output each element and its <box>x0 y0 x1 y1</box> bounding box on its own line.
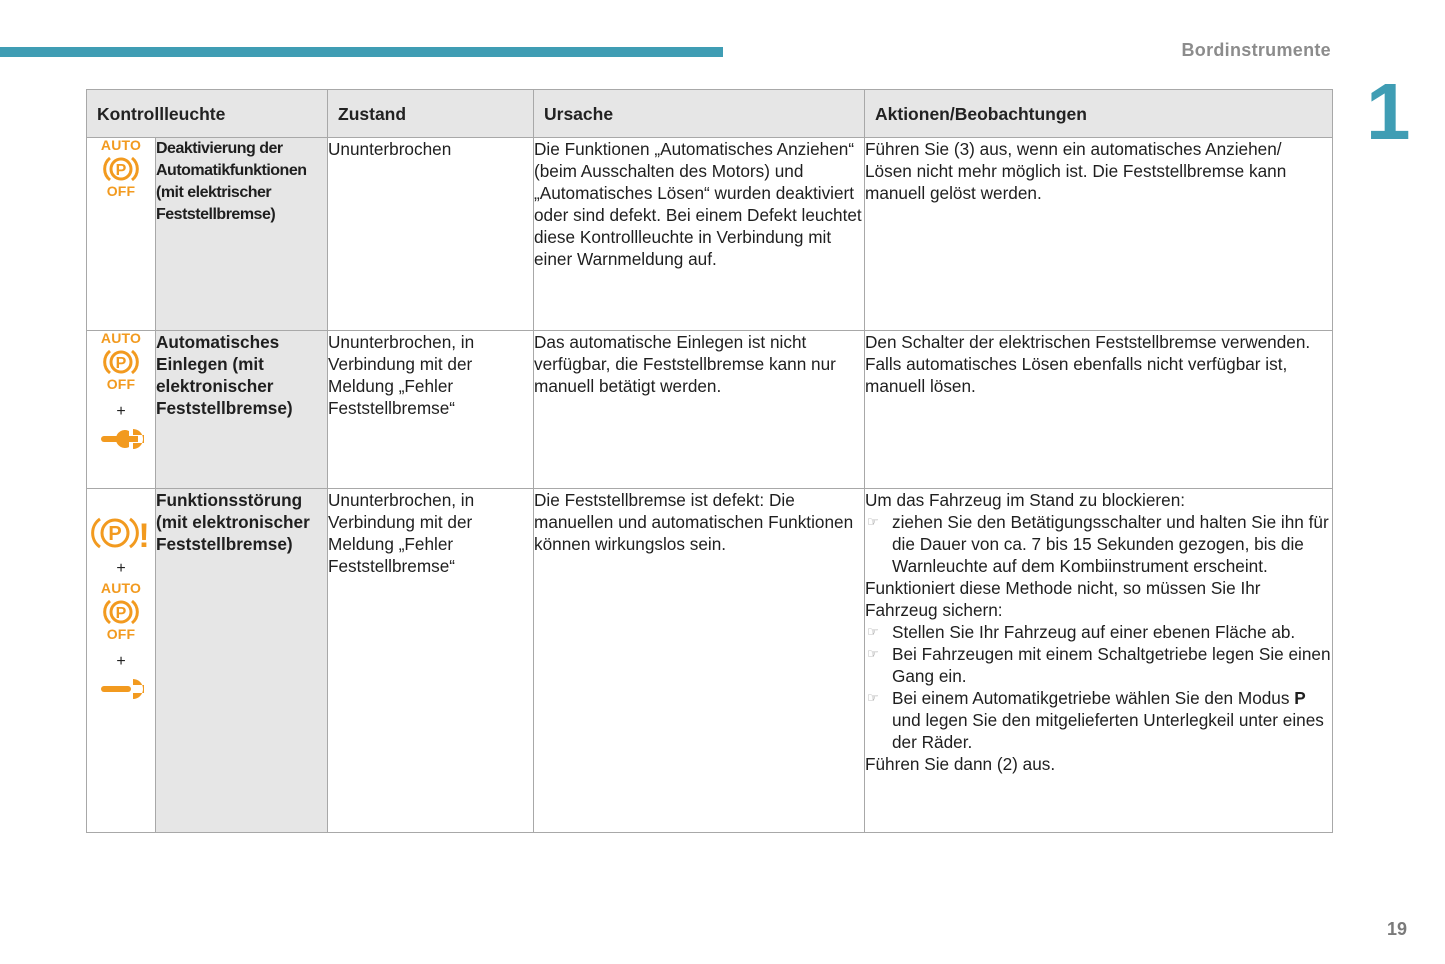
indicator-icon-cell <box>87 331 156 489</box>
column-header-aktionen: Aktionen/Beobachtungen <box>865 90 1333 138</box>
svg-text:P: P <box>115 355 127 372</box>
list-item: ☞ Bei einem Automatikgetriebe wählen Sie den Modus P und legen Sie den mitgelieferten Unterlegkeil unter eines der Räder. <box>867 688 1324 752</box>
table-row <box>87 331 1333 489</box>
indicator-name: Deaktivierung der Automatikfunktionen (mit elektrischer Feststellbremse) <box>156 138 328 331</box>
svg-text:P: P <box>115 162 127 179</box>
svg-text:!: ! <box>138 517 150 552</box>
action-cell: Den Schalter der elektrischen Feststellbremse verwenden. Falls automatisches Lösen ebenfalls nicht verfügbar ist, manuell lösen. <box>865 331 1333 489</box>
chapter-number: 1 <box>1366 67 1411 156</box>
action-intro: Um das Fahrzeug im Stand zu blockieren: <box>865 490 1186 510</box>
indicator-icon-cell <box>87 138 156 331</box>
action-end: Führen Sie dann (2) aus. <box>865 754 1056 774</box>
hand-pointer-icon: ☞ <box>867 690 879 705</box>
list-item: ☞ Stellen Sie Ihr Fahrzeug auf einer ebenen Fläche ab. <box>867 622 1296 642</box>
column-header-zustand: Zustand <box>328 90 534 138</box>
cause-cell: Das automatische Einlegen ist nicht verfügbar, die Feststellbremse kann nur manuell betätigt werden. <box>534 331 865 489</box>
column-header-ursache: Ursache <box>534 90 865 138</box>
indicator-name: Funktionsstörung (mit elektronischer Feststellbremse) <box>156 489 328 833</box>
wrench-icon <box>97 428 145 450</box>
page-number: 19 <box>1386 919 1407 939</box>
state-cell: Ununterbrochen, in Verbindung mit der Meldung „Fehler Feststellbremse“ <box>328 331 534 489</box>
plus-sign: + <box>116 403 126 420</box>
column-header-kontrollleuchte: Kontrollleuchte <box>87 90 328 138</box>
plus-sign: + <box>116 653 126 670</box>
action-cell: Führen Sie (3) aus, wenn ein automatisches Anziehen/ Lösen nicht mehr möglich ist. Die Feststellbremse kann manuell gelöst werden. <box>865 138 1333 331</box>
list-item: ☞ Bei Fahrzeugen mit einem Schaltgetriebe legen Sie einen Gang ein. <box>867 644 1331 686</box>
table-row <box>87 489 1333 833</box>
warning-lights-table <box>86 89 1333 833</box>
list-item: ☞ ziehen Sie den Betätigungsschalter und halten Sie ihn für die Dauer von ca. 7 bis 15 Sekunden gezogen, bis die Warnleuchte auf dem Kombiinstrument erscheint. <box>867 512 1329 576</box>
table-header-row <box>87 90 1333 138</box>
indicator-name: Automatisches Einlegen (mit elektronischer Feststellbremse) <box>156 331 328 489</box>
auto-p-off-icon: AUTO P OFF <box>100 137 142 199</box>
indicator-icon-cell <box>87 489 156 833</box>
state-cell: Ununterbrochen <box>328 138 534 331</box>
svg-text:P: P <box>115 605 127 622</box>
table-row <box>87 138 1333 331</box>
auto-p-off-icon: AUTO P OFF <box>100 330 142 392</box>
auto-p-off-icon: AUTO P OFF <box>100 580 142 642</box>
cause-cell: Die Funktionen „Automatisches Anziehen“ (beim Ausschalten des Motors) und „Automatisches Lösen“ wurden deaktiviert oder sind defekt. Bei einem Defekt leuchtet diese Kontrollleuchte in Verbindung mit einer Warnmeldung auf. <box>534 138 865 331</box>
hand-pointer-icon: ☞ <box>867 646 879 661</box>
cause-cell: Die Feststellbremse ist defekt: Die manuellen und automatischen Funktionen können wirkungslos sein. <box>534 489 865 833</box>
wrench-icon <box>97 678 145 700</box>
action-mid: Funktioniert diese Methode nicht, so müssen Sie Ihr Fahrzeug sichern: <box>865 578 1261 620</box>
plus-sign: + <box>116 560 126 577</box>
hand-pointer-icon: ☞ <box>867 514 879 529</box>
hand-pointer-icon: ☞ <box>867 624 879 639</box>
section-title: Bordinstrumente <box>1181 40 1331 60</box>
header-accent-bar <box>0 47 723 57</box>
state-cell: Ununterbrochen, in Verbindung mit der Meldung „Fehler Feststellbremse“ <box>328 489 534 833</box>
parking-brake-fault-icon <box>90 514 152 552</box>
action-cell <box>865 489 1333 833</box>
svg-text:P: P <box>108 523 122 545</box>
